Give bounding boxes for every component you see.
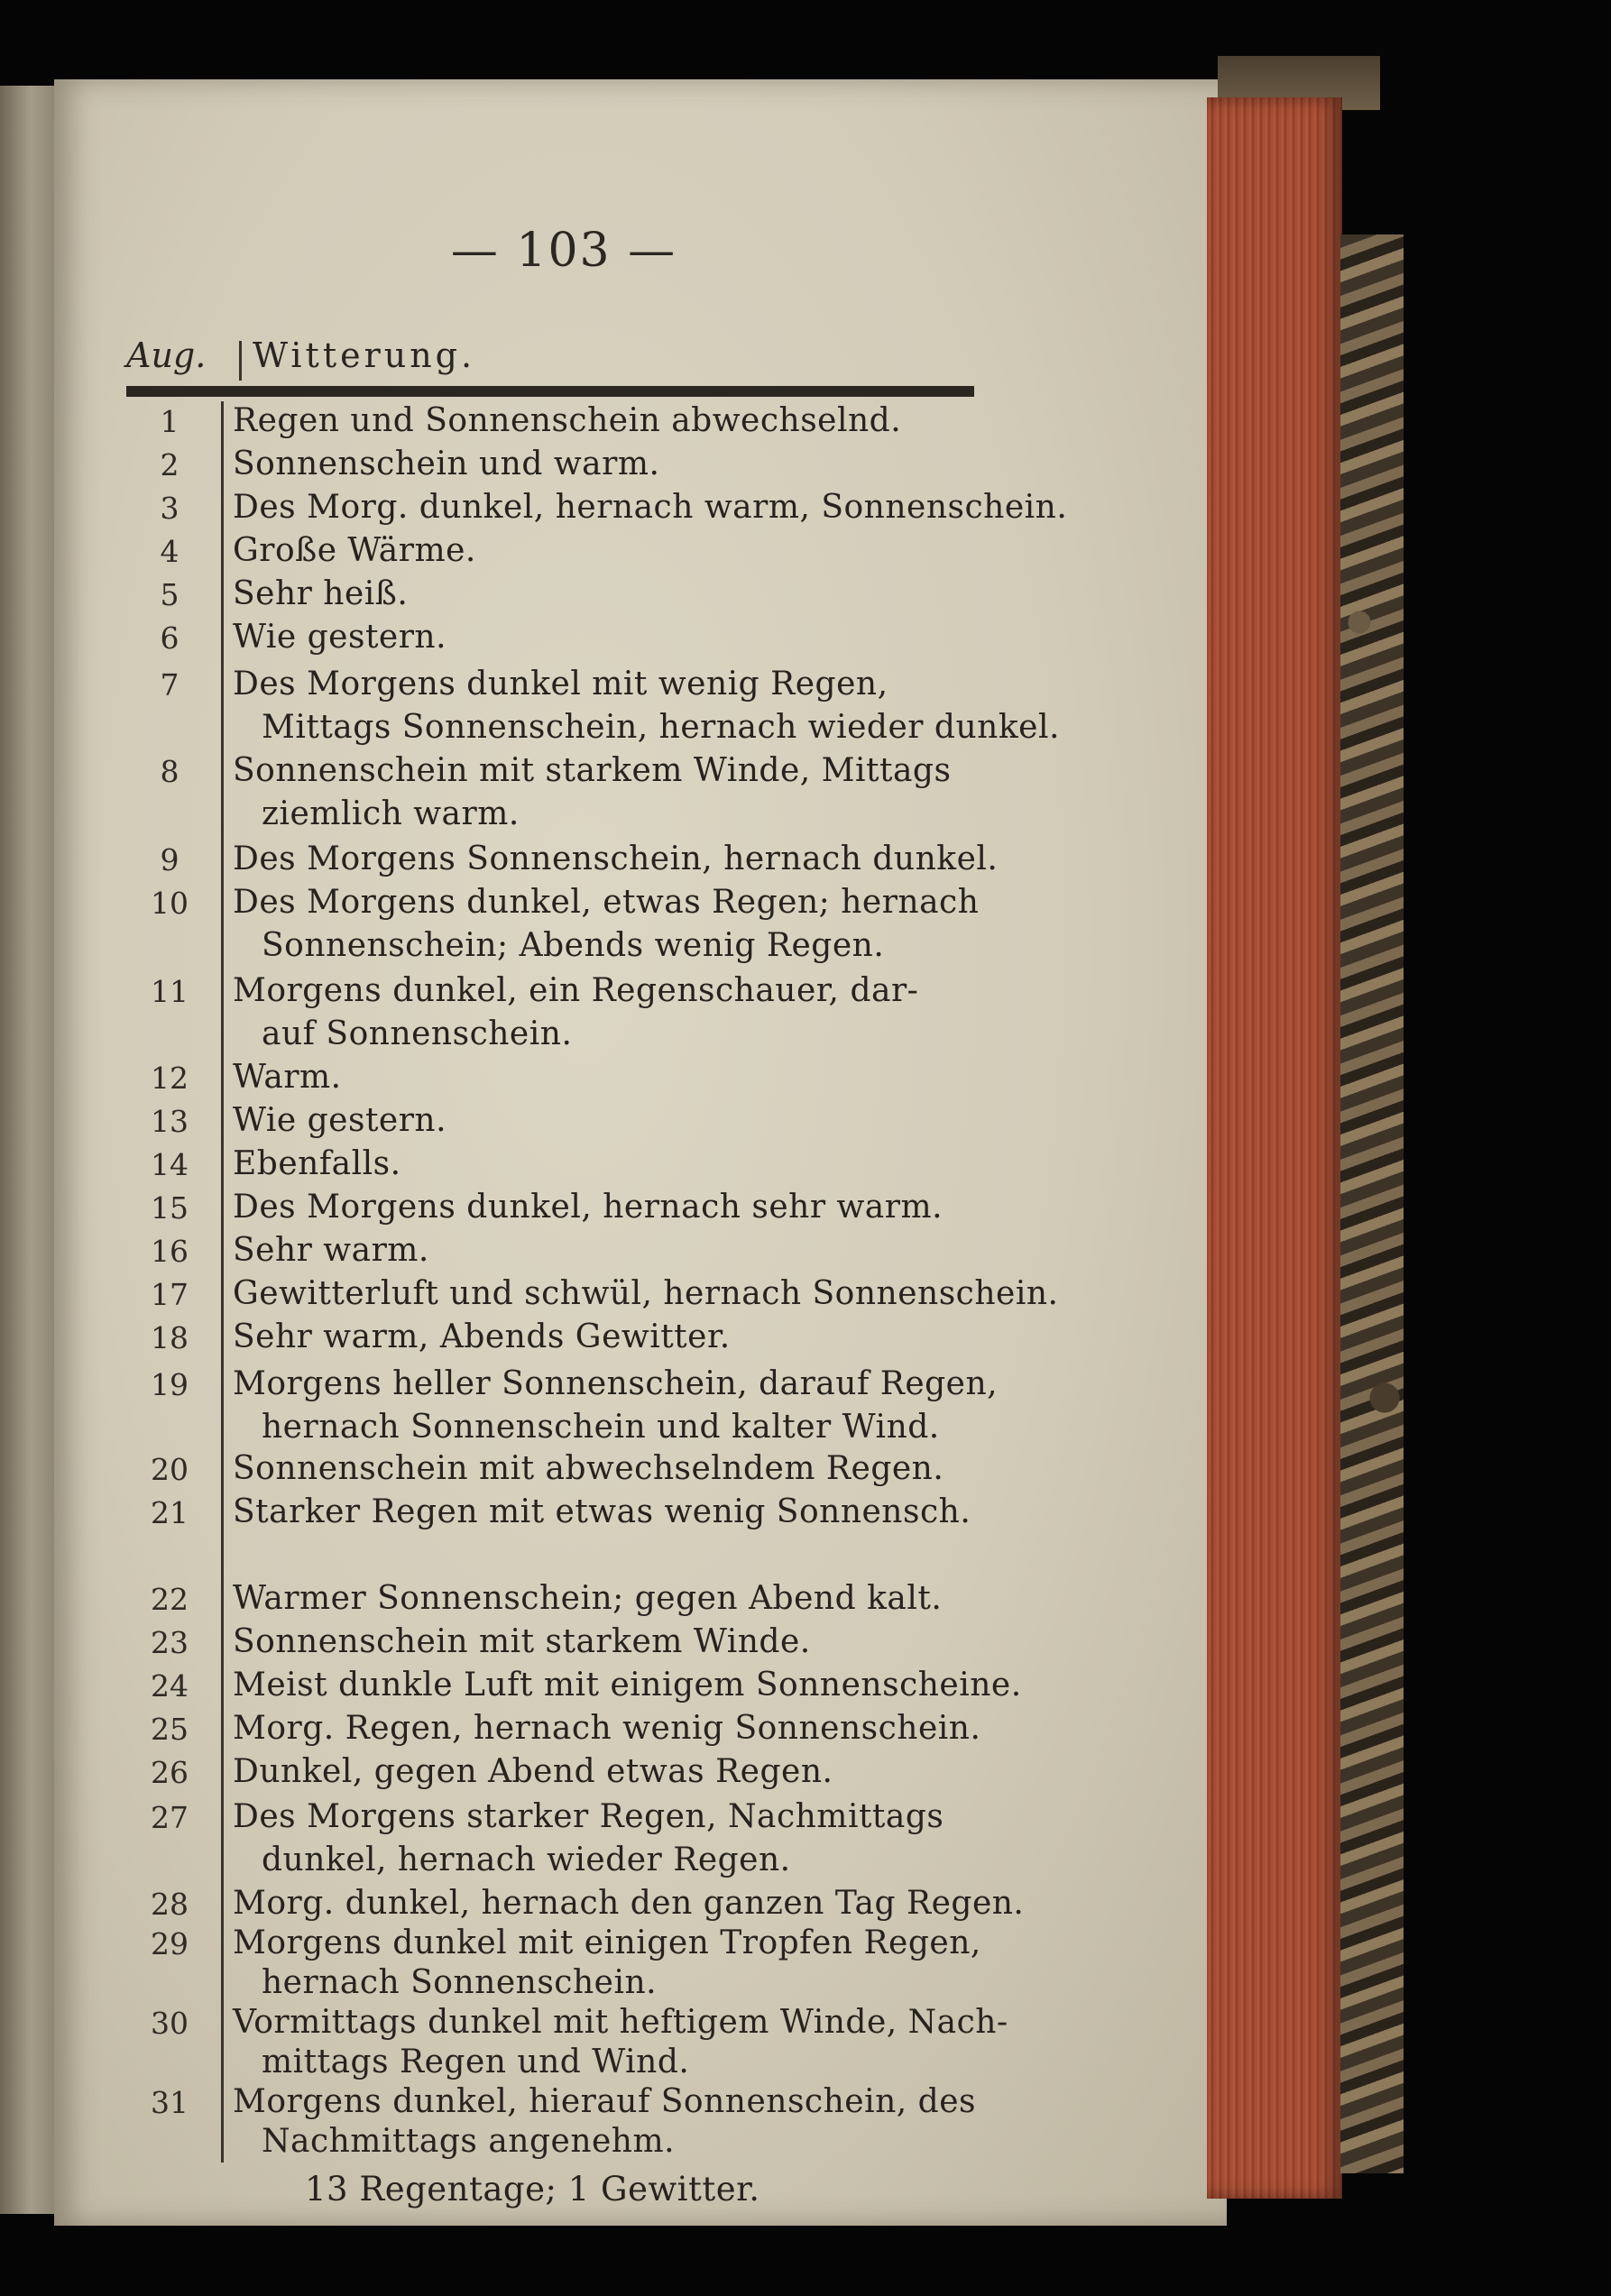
weather-entry: Des Morgens dunkel, etwas Regen; hernach [233, 884, 980, 921]
weather-entry: Sehr heiß. [233, 575, 409, 612]
marbled-cover [1340, 234, 1404, 2173]
day-number: 22 [151, 1582, 189, 1617]
weather-entry-continued: Sonnenschein; Abends wenig Regen. [262, 927, 885, 964]
day-number: 15 [151, 1190, 189, 1226]
weather-entry: Große Wärme. [233, 532, 476, 569]
header-divider [239, 341, 242, 381]
day-number: 1 [160, 404, 180, 439]
weather-entry: Sonnenschein mit starkem Winde. [233, 1623, 811, 1660]
weather-entry: Morg. dunkel, hernach den ganzen Tag Regen. [233, 1885, 1025, 1922]
weather-entry: Des Morgens dunkel mit wenig Regen, [233, 666, 888, 703]
weather-entry: Morgens heller Sonnenschein, darauf Regen, [233, 1365, 999, 1402]
day-number: 11 [151, 974, 189, 1009]
day-number: 29 [151, 1926, 189, 1961]
weather-entry: Des Morgens dunkel, hernach sehr warm. [233, 1189, 944, 1226]
weather-entry: Des Morgens starker Regen, Nachmittags [233, 1798, 944, 1835]
day-number: 30 [151, 2006, 189, 2041]
day-number: 24 [151, 1668, 189, 1704]
weather-entry: Wie gestern. [233, 619, 447, 656]
day-number: 16 [151, 1234, 189, 1269]
weather-entry: Sonnenschein und warm. [233, 445, 660, 482]
weather-entry-continued: Nachmittags angenehm. [262, 2123, 676, 2160]
weather-entry: Starker Regen mit etwas wenig Sonnensch. [233, 1493, 971, 1530]
weather-entry-continued: hernach Sonnenschein. [262, 1964, 658, 2001]
day-number: 19 [151, 1367, 189, 1402]
day-number: 17 [151, 1277, 189, 1312]
day-number: 21 [151, 1495, 189, 1530]
weather-entry-continued: Mittags Sonnenschein, hernach wieder dunkel. [262, 709, 1060, 746]
weather-entry-continued: mittags Regen und Wind. [262, 2043, 690, 2080]
day-number: 12 [151, 1061, 189, 1096]
day-number: 8 [160, 754, 180, 789]
day-number: 14 [151, 1147, 189, 1182]
day-number: 9 [160, 842, 180, 877]
page-block-edge [1207, 97, 1342, 2199]
weather-entry: Sehr warm. [233, 1232, 429, 1269]
column-divider [221, 401, 224, 2163]
weather-entry: Sonnenschein mit starkem Winde, Mittags [233, 752, 952, 789]
weather-entry: Sonnenschein mit abwechselndem Regen. [233, 1450, 944, 1487]
day-number: 7 [160, 667, 180, 703]
weather-entry: Dunkel, gegen Abend etwas Regen. [233, 1753, 833, 1790]
weather-entry: Regen und Sonnenschein abwechselnd. [233, 402, 902, 439]
day-number: 26 [151, 1755, 189, 1790]
weather-entry: Sehr warm, Abends Gewitter. [233, 1318, 731, 1355]
day-number: 20 [151, 1452, 189, 1487]
weather-entry-continued: hernach Sonnenschein und kalter Wind. [262, 1409, 940, 1446]
weather-entry: Des Morg. dunkel, hernach warm, Sonnenschein. [233, 489, 1068, 526]
column-header-weather: Witterung. [253, 335, 476, 375]
day-number: 10 [151, 886, 189, 921]
weather-entry-continued: auf Sonnenschein. [262, 1015, 573, 1052]
day-number: 27 [151, 1800, 189, 1835]
header-rule [126, 386, 974, 397]
day-number: 6 [160, 620, 180, 656]
day-number: 4 [160, 534, 180, 569]
day-number: 5 [160, 577, 180, 612]
column-header-month: Aug. [126, 335, 207, 375]
weather-entry: Des Morgens Sonnenschein, hernach dunkel. [233, 840, 999, 877]
page-number: — 103 — [450, 224, 677, 278]
day-number: 31 [151, 2085, 189, 2120]
weather-entry: Wie gestern. [233, 1102, 447, 1139]
day-number: 13 [151, 1104, 189, 1139]
weather-entry: Morgens dunkel, ein Regenschauer, dar- [233, 972, 919, 1009]
day-number: 25 [151, 1712, 189, 1747]
weather-entry: Morg. Regen, hernach wenig Sonnenschein. [233, 1710, 981, 1747]
day-number: 23 [151, 1625, 189, 1660]
weather-entry: Warm. [233, 1059, 342, 1096]
day-number: 28 [151, 1887, 189, 1922]
weather-entry: Meist dunkle Luft mit einigem Sonnenscheine. [233, 1667, 1022, 1704]
weather-entry: Ebenfalls. [233, 1145, 401, 1182]
weather-entry: Morgens dunkel, hierauf Sonnenschein, des [233, 2083, 976, 2120]
weather-entry: Vormittags dunkel mit heftigem Winde, Nach- [233, 2004, 1008, 2041]
weather-entry: Warmer Sonnenschein; gegen Abend kalt. [233, 1580, 943, 1617]
day-number: 2 [160, 447, 180, 482]
day-number: 18 [151, 1320, 189, 1355]
month-summary: 13 Regentage; 1 Gewitter. [305, 2170, 760, 2209]
weather-entry-continued: dunkel, hernach wieder Regen. [262, 1841, 791, 1878]
weather-entry: Morgens dunkel mit einigen Tropfen Regen, [233, 1924, 981, 1961]
weather-entry-continued: ziemlich warm. [262, 795, 520, 832]
facing-page-edge [0, 86, 56, 2214]
day-number: 3 [160, 491, 180, 526]
weather-entry: Gewitterluft und schwül, hernach Sonnenschein. [233, 1275, 1059, 1312]
